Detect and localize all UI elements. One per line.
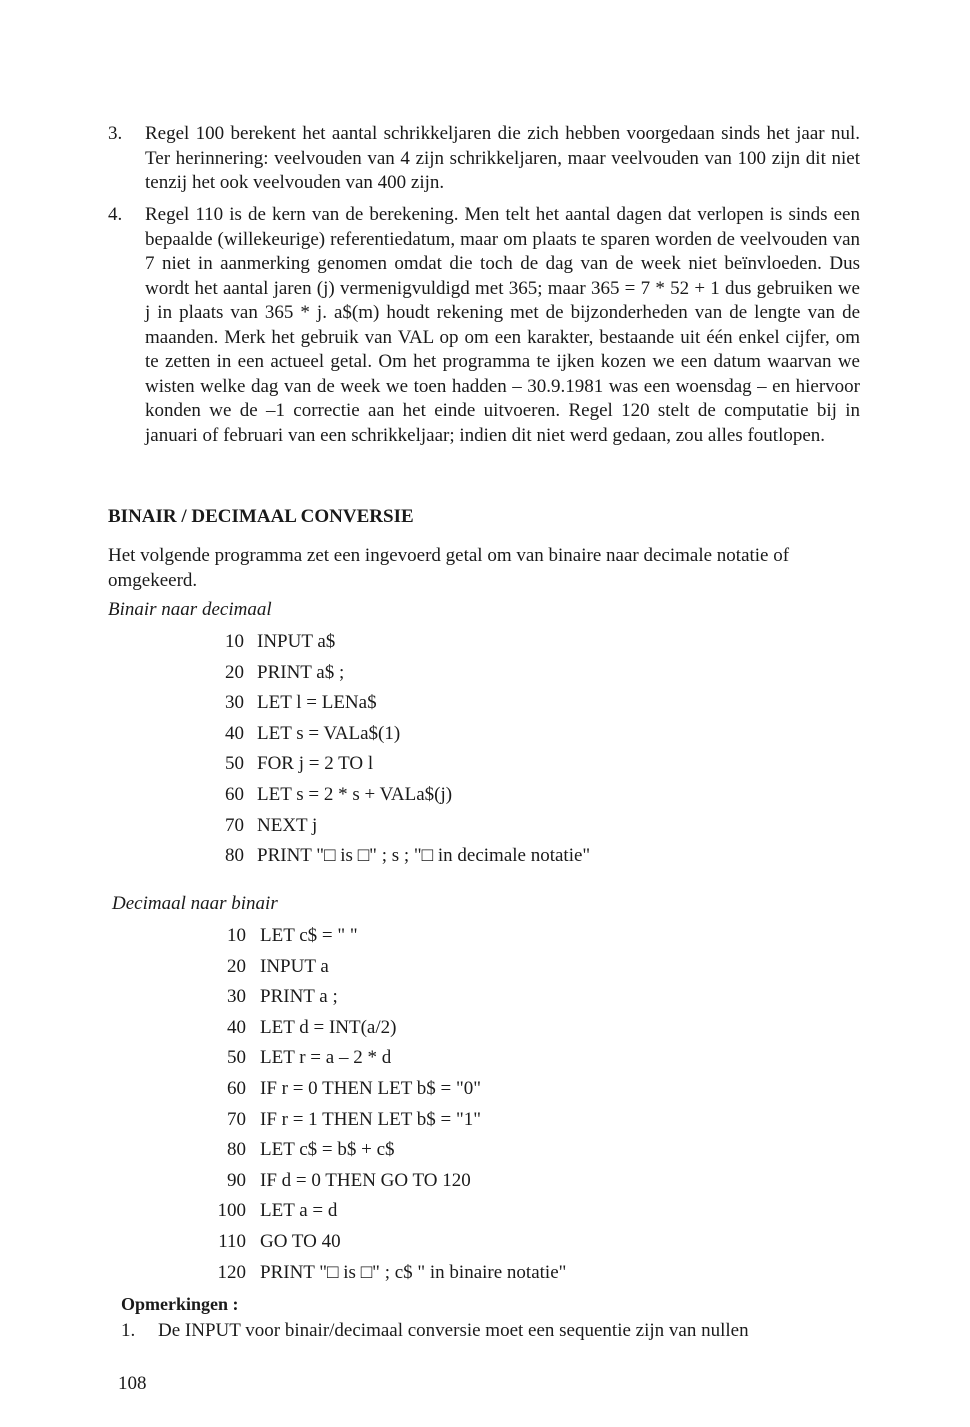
line-number: 90 bbox=[227, 1169, 246, 1191]
line-statement: IF r = 0 THEN LET b$ = "0" bbox=[260, 1077, 481, 1099]
code-line bbox=[212, 1013, 566, 1044]
line-statement: LET d = INT(a/2) bbox=[260, 1016, 397, 1038]
note-number: 3. bbox=[108, 123, 123, 144]
code-line bbox=[212, 952, 566, 983]
line-statement: NEXT j bbox=[257, 814, 318, 836]
code-line bbox=[212, 658, 590, 689]
line-number: 30 bbox=[225, 692, 244, 714]
line-statement: PRINT a$ ; bbox=[257, 661, 345, 683]
remark-item bbox=[121, 1320, 881, 1342]
page-number: 108 bbox=[118, 1373, 147, 1394]
line-number: 120 bbox=[217, 1261, 246, 1283]
note-number: 4. bbox=[108, 204, 123, 225]
line-statement: LET l = LENa$ bbox=[257, 692, 377, 714]
remark-text: De INPUT voor binair/decimaal conversie moet een sequentie zijn van nullen bbox=[158, 1320, 749, 1341]
line-number: 40 bbox=[227, 1016, 246, 1038]
line-statement: LET a = d bbox=[260, 1200, 338, 1222]
code-listing-dec-to-bin bbox=[212, 921, 566, 1288]
line-number: 80 bbox=[227, 1139, 246, 1161]
line-statement: LET r = a – 2 * d bbox=[260, 1047, 392, 1069]
line-number: 20 bbox=[225, 661, 244, 683]
code-line bbox=[212, 688, 590, 719]
code-line bbox=[212, 719, 590, 750]
line-statement: LET s = 2 * s + VALa$(j) bbox=[257, 783, 453, 805]
line-statement: INPUT a$ bbox=[257, 631, 336, 652]
code-line bbox=[212, 1227, 566, 1258]
line-statement: LET s = VALa$(1) bbox=[257, 722, 401, 744]
line-statement: LET c$ = b$ + c$ bbox=[260, 1139, 395, 1161]
code-line bbox=[212, 1135, 566, 1166]
remarks-heading: Opmerkingen : bbox=[121, 1294, 239, 1314]
section-heading: BINAIR / DECIMAAL CONVERSIE bbox=[108, 506, 414, 527]
code-listing-bin-to-dec bbox=[212, 627, 590, 872]
code-line bbox=[212, 627, 590, 658]
code-line bbox=[212, 1043, 566, 1074]
line-number: 20 bbox=[227, 955, 246, 977]
code-line bbox=[212, 1166, 566, 1197]
line-number: 60 bbox=[225, 783, 244, 805]
code-line bbox=[212, 811, 590, 842]
line-statement: PRINT "□ is □" ; c$ " in binaire notatie" bbox=[260, 1261, 567, 1283]
code-line bbox=[212, 1074, 566, 1105]
line-number: 70 bbox=[225, 814, 244, 836]
line-statement: IF d = 0 THEN GO TO 120 bbox=[260, 1169, 471, 1191]
line-statement: GO TO 40 bbox=[260, 1230, 341, 1252]
remark-number: 1. bbox=[121, 1320, 136, 1341]
code-line bbox=[212, 1258, 566, 1289]
line-statement: INPUT a bbox=[260, 955, 329, 977]
code-line bbox=[212, 1196, 566, 1227]
line-statement: FOR j = 2 TO l bbox=[257, 753, 374, 775]
section-intro: Het volgende programma zet een ingevoerd getal om van binaire naar decimale notatie of omgekeerd. bbox=[108, 545, 790, 591]
code-line bbox=[212, 921, 566, 952]
code-line bbox=[212, 1105, 566, 1136]
code-line bbox=[212, 982, 566, 1013]
note-text: Regel 100 berekent het aantal schrikkeljaren die zich hebben voorgedaan sinds het jaar nul. Ter herinnering: veelvouden van 4 zijn schrikkeljaren, maar veelvouden van 100 zijn dit niet tenzij het ook veelvouden van 400 zijn. bbox=[145, 123, 860, 193]
note-item bbox=[108, 122, 860, 196]
code-line bbox=[212, 749, 590, 780]
line-number: 30 bbox=[227, 986, 246, 1008]
line-number: 100 bbox=[217, 1200, 246, 1222]
line-number: 60 bbox=[227, 1077, 246, 1099]
code-line bbox=[212, 780, 590, 811]
line-number: 80 bbox=[225, 845, 244, 867]
code-line bbox=[212, 841, 590, 872]
line-number: 10 bbox=[225, 631, 244, 652]
line-number: 40 bbox=[225, 722, 244, 744]
note-item bbox=[108, 203, 860, 448]
line-statement: IF r = 1 THEN LET b$ = "1" bbox=[260, 1108, 481, 1130]
subsection-title: Decimaal naar binair bbox=[112, 893, 278, 914]
line-number: 70 bbox=[227, 1108, 246, 1130]
line-statement: PRINT a ; bbox=[260, 986, 338, 1008]
line-statement: LET c$ = " " bbox=[260, 925, 358, 946]
subsection-title: Binair naar decimaal bbox=[108, 599, 272, 620]
line-number: 50 bbox=[227, 1047, 246, 1069]
note-text: Regel 110 is de kern van de berekening. Men telt het aantal dagen dat verlopen is sinds een bepaalde (willekeurige) referentiedatum, maar om plaats te sparen worden de veelvouden van 7 niet in aanmerking genomen omdat die toch de dag van de week niet beïnvloeden. Dus wordt het aantal jaren (j) vermenigvuldigd met 365; maar 365 = 7 * 52 + 1 dus gebruiken we j in plaats van 365 * j. a$(m) houdt rekening met de bijzonderheden van de lengte van de maanden. Merk het gebruik van VAL op om een karakter, bestaande uit één enkel cijfer, om te zetten in een actueel getal. Om het programma te ijken kozen we een datum waarvan we wisten welke dag van de week we toen hadden – 30.9.1981 was een woensdag – en hiervoor konden we de –1 correctie aan het einde uitvoeren. Regel 120 stelt de computatie bij in januari of februari van een schrikkeljaar; indien dit niet werd gedaan, zou alles foutlopen. bbox=[145, 204, 860, 446]
line-number: 110 bbox=[218, 1230, 246, 1252]
line-number: 10 bbox=[227, 925, 246, 946]
line-statement: PRINT "□ is □" ; s ; "□ in decimale notatie" bbox=[257, 845, 591, 867]
line-number: 50 bbox=[225, 753, 244, 775]
